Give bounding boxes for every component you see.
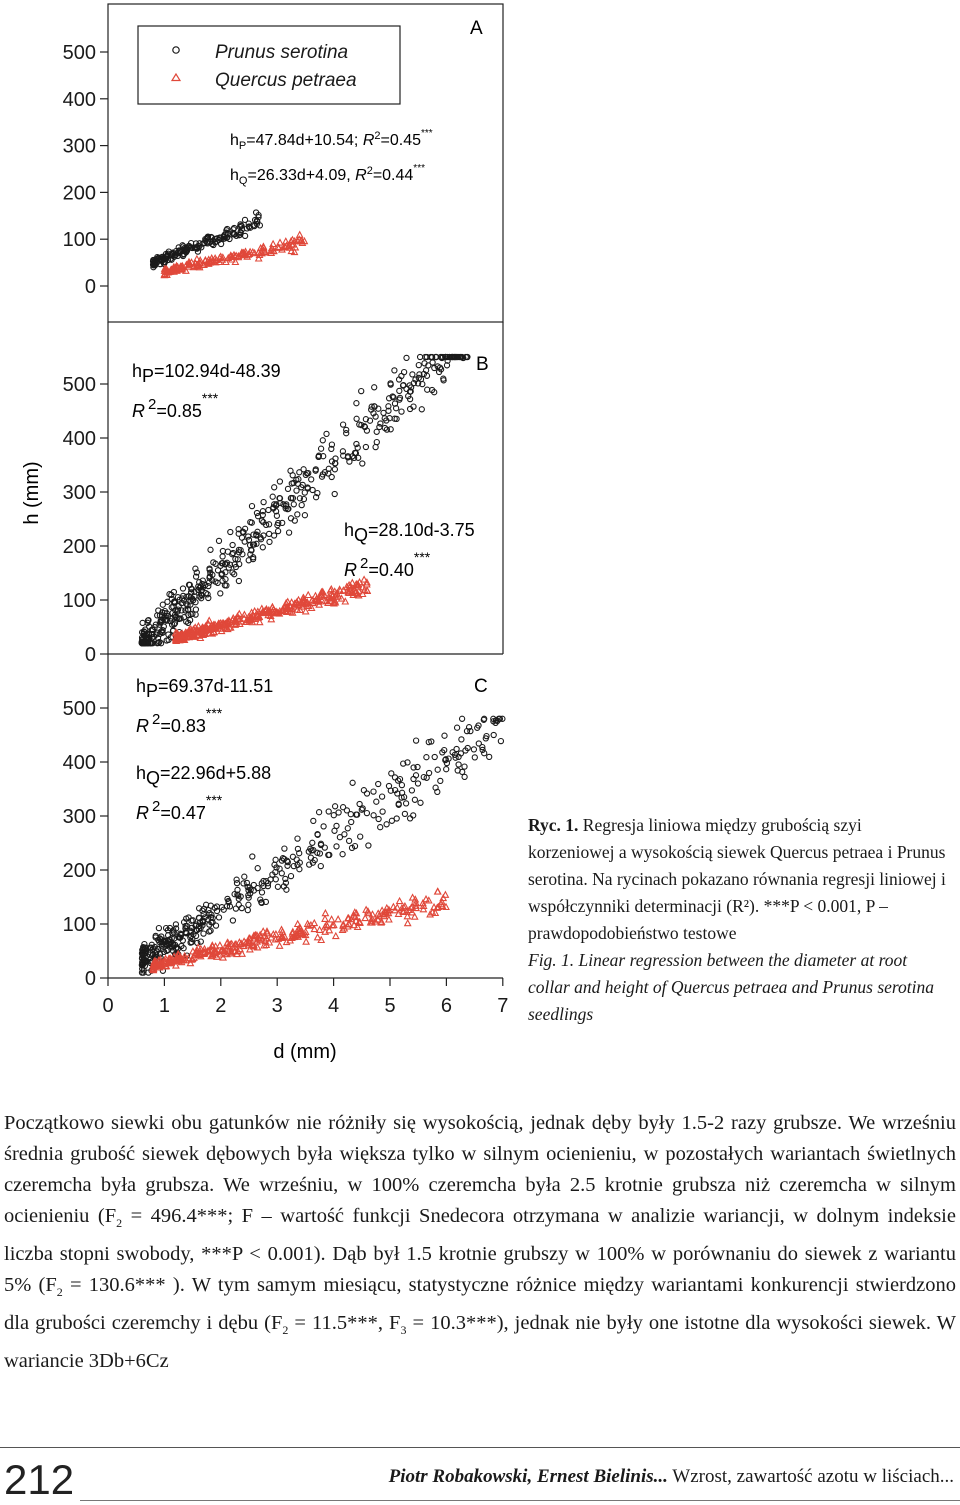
panel-b-equation-p-line2: R $^2$=0.85*** [132, 390, 219, 421]
x-tick-label: 5 [384, 995, 396, 1017]
prunus-point [180, 586, 185, 591]
prunus-point [344, 431, 349, 436]
prunus-point [412, 797, 417, 802]
prunus-point [354, 401, 359, 406]
prunus-point [392, 368, 397, 373]
prunus-point [424, 755, 429, 760]
x-tick-label: 3 [271, 995, 283, 1017]
prunus-point [498, 739, 503, 744]
y-tick-label: 0 [84, 968, 96, 990]
prunus-point [349, 819, 354, 824]
prunus-point [462, 764, 467, 769]
prunus-point [419, 407, 424, 412]
prunus-point [462, 774, 467, 779]
prunus-point [326, 809, 331, 814]
prunus-point [290, 854, 295, 859]
panel-label-c: C [474, 676, 488, 697]
caption-text-pl: Regresja liniowa między grubością szyi korzeniowej a wysokością siewek Quercus petraea i Prunus serotina. Na rycinach pokazano równania regresji liniowej i współczynniki determinacji (R²). ***P < 0.001, P – prawdopodobieństwo testowe [528, 815, 946, 943]
quercus-point [435, 888, 441, 894]
prunus-point [408, 816, 413, 821]
prunus-point [459, 737, 464, 742]
prunus-point [317, 810, 322, 815]
prunus-point [201, 931, 206, 936]
panel-a-equation-q: $h_Q=26.33d+4.09$, $R^2=0.44^{***}$ [230, 163, 425, 187]
prunus-point [432, 754, 437, 759]
prunus-point [267, 539, 272, 544]
prunus-point [273, 877, 278, 882]
prunus-point [245, 908, 250, 913]
quercus-point [397, 898, 403, 904]
panel-c-equation-q-line2: R $^2$=0.47*** [136, 792, 223, 823]
prunus-point [236, 578, 241, 583]
prunus-point [201, 912, 206, 917]
prunus-point [259, 890, 264, 895]
prunus-point [361, 788, 366, 793]
prunus-point [331, 813, 336, 818]
prunus-point [372, 385, 377, 390]
prunus-point [418, 354, 423, 359]
prunus-point [276, 529, 281, 534]
panel-b-equation-p-line1: hP=102.94d-48.39 [132, 361, 281, 386]
x-tick-label: 7 [497, 995, 509, 1017]
y-tick-label: 500 [62, 374, 96, 396]
prunus-point [334, 823, 339, 828]
prunus-point [471, 747, 476, 752]
prunus-point [277, 866, 282, 871]
caption-label-pl: Ryc. 1. [528, 815, 579, 835]
quercus-point [322, 910, 328, 916]
prunus-point [218, 591, 223, 596]
prunus-point [342, 832, 347, 837]
prunus-point [487, 754, 492, 759]
y-tick-label: 200 [62, 182, 96, 205]
prunus-point [228, 529, 233, 534]
prunus-point [380, 794, 385, 799]
y-tick-label: 200 [62, 860, 96, 882]
prunus-point [220, 548, 225, 553]
quercus-point [217, 942, 223, 948]
quercus-point [333, 933, 339, 939]
prunus-point [243, 233, 248, 238]
prunus-point [319, 446, 324, 451]
running-header [389, 1464, 954, 1490]
prunus-point [288, 468, 293, 473]
prunus-point [373, 445, 378, 450]
prunus-point [215, 568, 220, 573]
prunus-point [380, 809, 385, 814]
prunus-point [282, 846, 287, 851]
panel-c-equation-p-line2: R $^2$=0.83*** [136, 705, 223, 736]
prunus-point [444, 767, 449, 772]
prunus-point [364, 791, 369, 796]
quercus-point [322, 916, 328, 922]
prunus-point [392, 775, 397, 780]
prunus-point [302, 490, 307, 495]
prunus-point [345, 826, 350, 831]
quercus-point [410, 895, 416, 901]
prunus-point [402, 811, 407, 816]
prunus-point [357, 801, 362, 806]
panel-label-a: A [470, 18, 483, 39]
figure-caption [528, 812, 948, 1028]
prunus-point [299, 503, 304, 508]
prunus-point [386, 783, 391, 788]
panel-b-equation-q-line1: hQ=28.10d-3.75 [344, 520, 475, 545]
prunus-point [273, 857, 278, 862]
y-tick-label: 300 [62, 482, 96, 504]
prunus-point [251, 882, 256, 887]
x-tick-label: 0 [102, 995, 114, 1017]
prunus-point [208, 547, 213, 552]
prunus-point [216, 538, 221, 543]
prunus-point [358, 834, 363, 839]
regression-figure [0, 0, 520, 1075]
x-tick-label: 2 [215, 995, 227, 1017]
prunus-point [435, 767, 440, 772]
panel-c-equation-q-line1: hQ=22.96d+5.88 [136, 763, 272, 788]
prunus-point [255, 866, 260, 871]
y-tick-label: 400 [62, 752, 96, 774]
prunus-point [354, 416, 359, 421]
prunus-point [350, 780, 355, 785]
prunus-point [267, 531, 272, 536]
prunus-point [491, 732, 496, 737]
quercus-point [295, 921, 301, 927]
prunus-point [460, 716, 465, 721]
panel-c-equation-p-line1: hP=69.37d-11.51 [136, 676, 274, 701]
y-tick-label: 300 [62, 135, 96, 158]
prunus-point [254, 510, 259, 515]
quercus-point [303, 939, 309, 945]
prunus-point [374, 440, 379, 445]
footer-rule-lower [80, 1500, 960, 1501]
y-tick-label: 400 [62, 428, 96, 450]
prunus-point [236, 902, 241, 907]
prunus-point [294, 488, 299, 493]
prunus-point [310, 840, 315, 845]
prunus-point [318, 864, 323, 869]
prunus-point [295, 512, 300, 517]
quercus-point [277, 943, 283, 949]
y-tick-label: 200 [62, 536, 96, 558]
prunus-point [332, 491, 337, 496]
prunus-point [230, 918, 235, 923]
prunus-point [416, 363, 421, 368]
prunus-point [246, 902, 251, 907]
prunus-point [472, 755, 477, 760]
prunus-point [321, 824, 326, 829]
quercus-point [390, 904, 396, 910]
page-number: 212 [4, 1456, 75, 1503]
prunus-point [404, 801, 409, 806]
legend-box [138, 26, 400, 104]
prunus-point [359, 389, 364, 394]
running-title: Wzrost, zawartość azotu w liściach... [667, 1466, 954, 1487]
prunus-point [399, 783, 404, 788]
panel-label-b: B [476, 354, 489, 375]
prunus-point [220, 554, 225, 559]
legend-quercus-label: Quercus petraea [215, 70, 357, 91]
prunus-point [363, 444, 368, 449]
prunus-point [156, 926, 161, 931]
prunus-point [277, 479, 282, 484]
prunus-point [288, 874, 293, 879]
prunus-point [291, 502, 296, 507]
prunus-point [334, 844, 339, 849]
prunus-point [140, 620, 145, 625]
prunus-point [399, 409, 404, 414]
prunus-point [376, 781, 381, 786]
prunus-point [378, 421, 383, 426]
caption-text-en: Fig. 1. Linear regression between the diameter at root collar and height of Quercus petraea and Prunus serotina seedlings [528, 950, 935, 1024]
prunus-point [438, 778, 443, 783]
quercus-point [335, 916, 341, 922]
x-tick-label: 6 [440, 995, 452, 1017]
y-tick-label: 100 [62, 914, 96, 936]
x-tick-label: 1 [158, 995, 170, 1017]
quercus-point [311, 926, 317, 932]
y-tick-label: 300 [62, 806, 96, 828]
y-tick-label: 500 [62, 42, 96, 64]
prunus-point [249, 504, 254, 509]
prunus-point [455, 725, 460, 730]
prunus-point [415, 781, 420, 786]
prunus-point [374, 799, 379, 804]
y-tick-label: 100 [62, 590, 96, 612]
prunus-point [364, 811, 369, 816]
prunus-point [287, 530, 292, 535]
prunus-point [418, 800, 423, 805]
prunus-point [347, 838, 352, 843]
prunus-point [239, 906, 244, 911]
prunus-point [261, 500, 266, 505]
prunus-point [320, 438, 325, 443]
prunus-point [384, 822, 389, 827]
y-tick-label: 100 [62, 229, 96, 252]
body-paragraph: Początkowo siewki obu gatunków nie różniły się wysokością, jednak dęby były 1.5-2 razy grubsze. We wrześniu średnia grubość siewek dębowych była większa tylko w silnym ocienieniu, w pozostałych wariantach świetlnych czeremcha była grubsza. We wrześniu, w 100% czeremcha była 2.5 krotnie grubsza niż czeremcha w silnym ocienieniu ($F_2 = 496.4***$; F – wartość funkcji Snedecora otrzymana w analizie wariancji, w dolnym indeksie liczba stopni swobody, ***P < 0.001). Dąb był 1.5 krotnie grubszy w 100% w porównaniu do siewek z wariantu 5% ($F_2 = 130.6***$ ). W tym samym miesiącu, statystyczne różnice między wariantami konkurencji stwierdzono dla grubości czeremchy i dębu ($F_2 = 11.5***$, $F_3 = 10.3***$), jednak nie były one istotne dla wysokości siewek. W wariancie 3Db+6Cz [4, 1112, 956, 1373]
prunus-point [366, 843, 371, 848]
y-tick-label: 400 [62, 88, 96, 111]
prunus-point [301, 467, 306, 472]
y-axis-label: h (mm) [21, 461, 43, 525]
prunus-point [285, 486, 290, 491]
y-tick-label: 500 [62, 698, 96, 720]
prunus-point [272, 533, 277, 538]
running-authors: Piotr Robakowski, Ernest Bielinis... [388, 1466, 668, 1487]
prunus-point [230, 542, 235, 547]
prunus-point [242, 874, 247, 879]
prunus-point [333, 804, 338, 809]
prunus-point [275, 884, 280, 889]
quercus-point [311, 920, 317, 926]
prunus-point [371, 789, 376, 794]
prunus-point [414, 738, 419, 743]
legend-prunus-label: Prunus serotina [215, 42, 349, 63]
prunus-point [376, 816, 381, 821]
prunus-point [272, 485, 277, 490]
prunus-point [340, 852, 345, 857]
prunus-point [309, 477, 314, 482]
prunus-point [374, 429, 379, 434]
prunus-point [311, 818, 316, 823]
prunus-point [216, 915, 221, 920]
quercus-point [260, 928, 266, 934]
prunus-point [234, 877, 239, 882]
quercus-point [305, 592, 311, 598]
y-tick-label: 0 [84, 276, 96, 298]
prunus-point [402, 370, 407, 375]
prunus-point [332, 467, 337, 472]
prunus-point [270, 494, 275, 499]
prunus-point [302, 513, 307, 518]
prunus-point [410, 372, 415, 377]
prunus-point [404, 386, 409, 391]
prunus-point [371, 813, 376, 818]
x-axis-label: d (mm) [273, 1041, 337, 1063]
prunus-point [404, 355, 409, 360]
prunus-point [397, 388, 402, 393]
prunus-point [250, 854, 255, 859]
x-tick-label: 4 [328, 995, 340, 1017]
prunus-point [341, 422, 346, 427]
prunus-point [409, 788, 414, 793]
prunus-point [360, 461, 365, 466]
prunus-point [394, 816, 399, 821]
prunus-point [442, 733, 447, 738]
quercus-point [405, 920, 411, 926]
footer-rule [0, 1447, 960, 1448]
prunus-point [344, 808, 349, 813]
prunus-point [324, 431, 329, 436]
prunus-point [381, 410, 386, 415]
quercus-point [270, 241, 276, 247]
prunus-point [411, 813, 416, 818]
panel-a-equation-p: $h_P=47.84d+10.54$; $R^2=0.45^{***}$ [230, 128, 433, 152]
prunus-point [205, 592, 210, 597]
prunus-point [456, 762, 461, 767]
prunus-point [378, 825, 383, 830]
prunus-point [260, 545, 265, 550]
prunus-point [295, 836, 300, 841]
prunus-point [310, 487, 315, 492]
panel-b-equation-q-line2: R $^2$=0.40*** [344, 549, 431, 580]
y-tick-label: 0 [84, 644, 96, 666]
